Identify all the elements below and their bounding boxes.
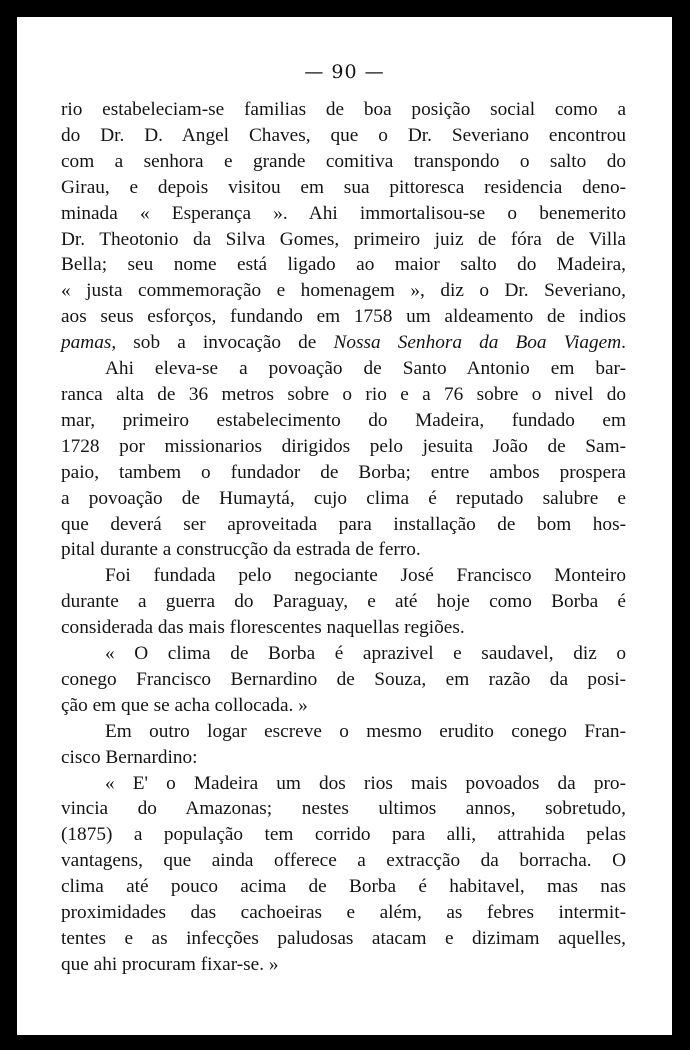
text-line: ranca alta de 36 metros sobre o rio e a 76 sobre o nivel do [61, 383, 626, 405]
text-line: aos seus esforços, fundando em 1758 um aldeamento de indios [61, 306, 626, 328]
tribe-name: pamas [61, 332, 112, 354]
text-line: vincia do Amazonas; nestes ultimos annos, sobretudo, [61, 798, 626, 820]
text-fragment: . [621, 332, 626, 354]
text-line: conego Francisco Bernardino de Souza, em razão da posi- [61, 668, 626, 690]
paragraph-1 [61, 97, 626, 356]
text-line: (1875) a população tem corrido para alli, attrahida pelas [61, 824, 626, 846]
text-line: do Dr. D. Angel Chaves, que o Dr. Severiano encontrou [61, 124, 626, 146]
paragraph-3 [61, 563, 626, 641]
saint-name: Nossa Senhora da Boa Viagem [333, 332, 622, 354]
text-line: « justa commemoração e homenagem », diz o Dr. Severiano, [61, 280, 626, 302]
text-line: clima até pouco acima de Borba é habitavel, mas nas [61, 876, 626, 898]
text-line: ção em que se acha collocada. » [61, 694, 308, 716]
text-fragment: , sob a invocação de [111, 332, 334, 354]
text-line: a povoação de Humaytá, cujo clima é reputado salubre e [61, 487, 626, 509]
text-line: rio estabeleciam-se familias de boa posição social como a [61, 99, 626, 120]
page-number: — 90 — [304, 61, 385, 83]
text-line: mar, primeiro estabelecimento do Madeira, fundado em [61, 409, 626, 431]
text-line: cisco Bernardino: [61, 746, 198, 768]
paragraph-5 [61, 719, 626, 771]
text-line: vantagens, que ainda offerece a extracção da borracha. O [61, 850, 626, 872]
text-line: paio, tambem o fundador de Borba; entre ambos prospera [61, 461, 626, 483]
text-line: considerada das mais florescentes naquellas regiões. [61, 617, 465, 639]
text-line-last [61, 330, 626, 356]
text-line: que deverá ser aproveitada para installação de bom hos- [61, 513, 626, 535]
text-line: « E' o Madeira um dos rios mais povoados da pro- [105, 772, 626, 794]
text-line: 1728 por missionarios dirigidos pelo jesuita João de Sam- [61, 435, 626, 457]
text-line: durante a guerra do Paraguay, e até hoje como Borba é [61, 591, 626, 613]
text-line: proximidades das cachoeiras e além, as febres intermit- [61, 902, 626, 924]
paragraph-2 [61, 356, 626, 563]
text-line: Bella; seu nome está ligado ao maior salto do Madeira, [61, 254, 626, 276]
text-line: Foi fundada pelo negociante José Francisco Monteiro [105, 565, 626, 587]
text-line: minada « Esperança ». Ahi immortalisou-se o benemerito [61, 202, 626, 224]
text-line: com a senhora e grande comitiva transpondo o salto do [61, 150, 626, 172]
body-text [61, 97, 626, 978]
text-line: pital durante a construcção da estrada de ferro. [61, 539, 421, 561]
paragraph-4 [61, 641, 626, 719]
text-line: Girau, e depois visitou em sua pittoresca residencia deno- [61, 176, 626, 198]
paragraph-6 [61, 771, 626, 978]
text-line: que ahi procuram fixar-se. » [61, 953, 279, 975]
text-line: tentes e as infecções paludosas atacam e dizimam aquelles, [61, 928, 626, 949]
text-line: Dr. Theotonio da Silva Gomes, primeiro juiz de fóra de Villa [61, 228, 626, 250]
text-line: Em outro logar escreve o mesmo erudito conego Fran- [105, 720, 626, 742]
text-line: Ahi eleva-se a povoação de Santo Antonio em bar- [105, 358, 626, 380]
text-line: « O clima de Borba é aprazivel e saudavel, diz o [105, 643, 626, 665]
book-page [17, 17, 672, 1035]
